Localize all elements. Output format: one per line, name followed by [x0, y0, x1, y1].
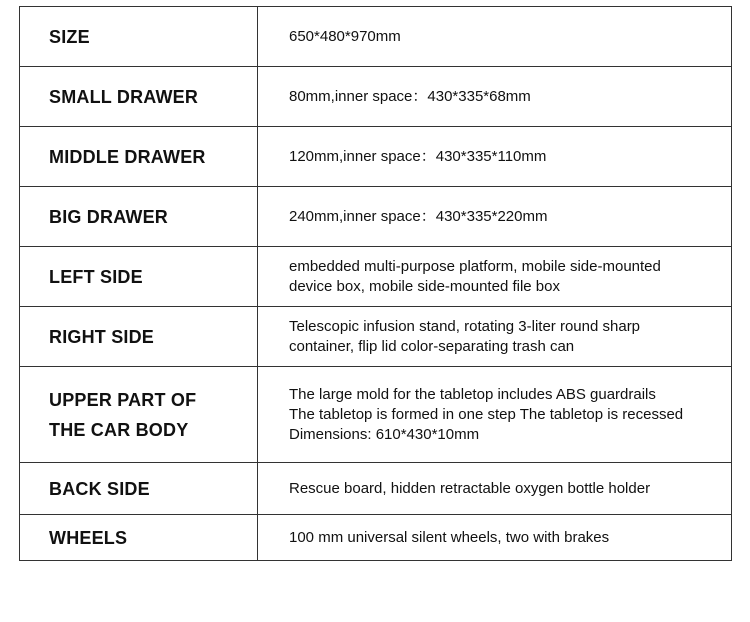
spec-value-middle-drawer: [258, 127, 732, 187]
spec-value-upper-part: [258, 367, 732, 463]
spec-value-line: 100 mm universal silent wheels, two with brakes: [289, 528, 610, 546]
table-row: [20, 463, 732, 515]
spec-label-left-side: LEFT SIDE: [20, 247, 258, 307]
table-row: [20, 127, 732, 187]
spec-value-line: 650*480*970mm: [289, 27, 401, 45]
spec-value-line: device box, mobile side-mounted file box: [289, 277, 560, 295]
spec-label-line: THE CAR BODY: [49, 419, 189, 440]
spec-value-back-side: [258, 463, 732, 515]
spec-value-line: Rescue board, hidden retractable oxygen bottle holder: [289, 479, 651, 497]
spec-value-line: 240mm,inner space：430*335*220mm: [289, 207, 548, 225]
spec-value-line: Telescopic infusion stand, rotating 3-liter round sharp: [289, 317, 641, 335]
spec-label-back-side: BACK SIDE: [20, 463, 258, 515]
spec-value-big-drawer: [258, 187, 732, 247]
table-row: [20, 367, 732, 463]
spec-value-small-drawer: [258, 67, 732, 127]
spec-value-line: Dimensions: 610*430*10mm: [289, 425, 480, 443]
spec-label-small-drawer: SMALL DRAWER: [20, 67, 258, 127]
spec-label-line: UPPER PART OF: [49, 389, 197, 410]
spec-value-line: container, flip lid color-separating trash can: [289, 337, 575, 355]
spec-value-wheels: [258, 515, 732, 561]
table-row: [20, 7, 732, 67]
table-row: [20, 515, 732, 561]
spec-value-size: [258, 7, 732, 67]
spec-label-big-drawer: BIG DRAWER: [20, 187, 258, 247]
spec-label-wheels: WHEELS: [20, 515, 258, 561]
spec-label-size: SIZE: [20, 7, 258, 67]
table-row: [20, 247, 732, 307]
spec-value-line: embedded multi-purpose platform, mobile side-mounted: [289, 257, 661, 275]
spec-value-right-side: [258, 307, 732, 367]
table-row: [20, 187, 732, 247]
spec-value-left-side: [258, 247, 732, 307]
spec-value-line: The large mold for the tabletop includes ABS guardrails: [289, 385, 656, 403]
spec-label-upper-part: [20, 367, 258, 463]
table-row: [20, 307, 732, 367]
spec-value-line: 80mm,inner space：430*335*68mm: [289, 87, 531, 105]
table-row: [20, 67, 732, 127]
spec-label-right-side: RIGHT SIDE: [20, 307, 258, 367]
spec-label-middle-drawer: MIDDLE DRAWER: [20, 127, 258, 187]
spec-value-line: The tabletop is formed in one step The tabletop is recessed: [289, 405, 684, 423]
spec-table: [19, 6, 732, 561]
spec-value-line: 120mm,inner space：430*335*110mm: [289, 147, 547, 165]
